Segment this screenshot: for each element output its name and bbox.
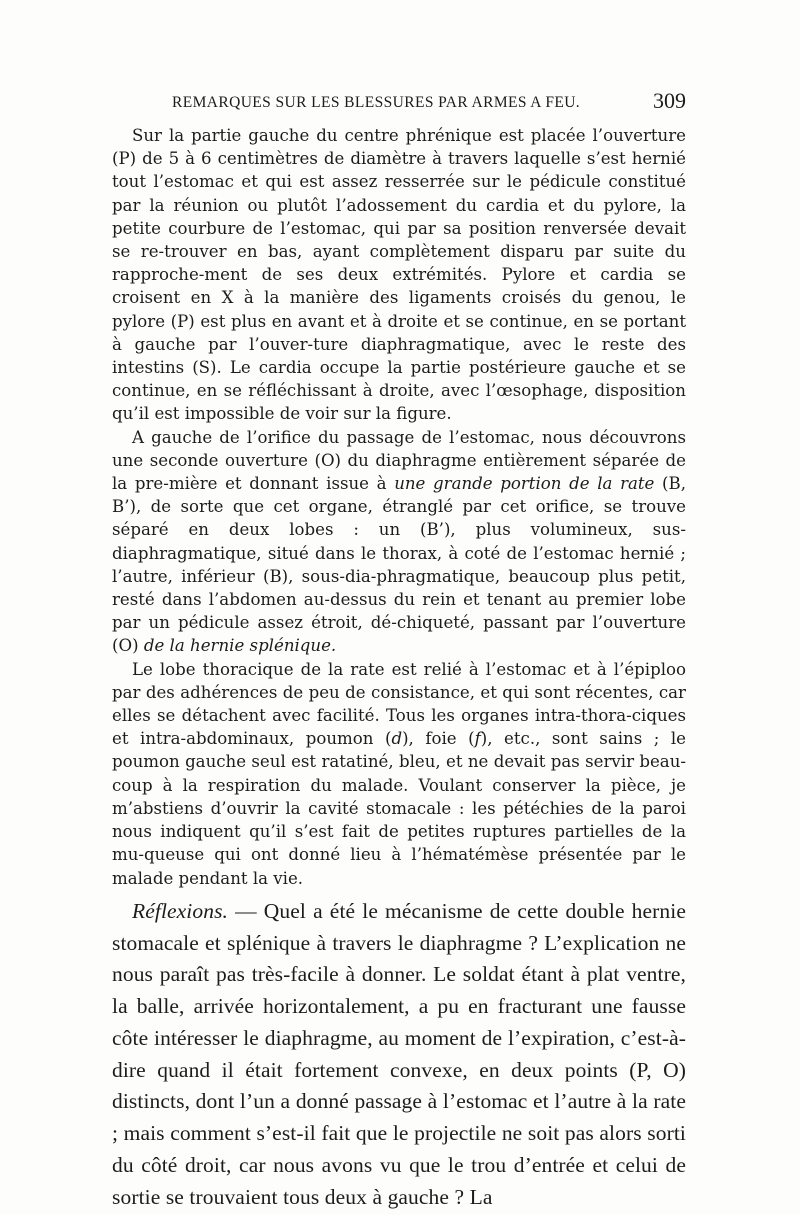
text-segment: ), etc., sont sains ; le poumon gauche seul est ratatiné, bleu, et ne devait pas servir beau-coup à la respiration du malade. Voulant conserver la pièce, je m’abstiens d’ouvrir la cavité stomacale : les pétéchies de la paroi nous indiquent qu’il s’est fait de petites ruptures partielles de la mu-queuse qui ont donné lieu à l’hématémèse présentée par le malade pendant la vie. <box>112 729 686 888</box>
paragraph-spleen-opening <box>112 426 686 658</box>
text-segment: — Quel a été le mécanisme de cette double hernie stomacale et splénique à travers le diaphragme ? L’explication ne nous paraît pas très-facile à donner. Le soldat étant à plat ventre, la balle, arrivée horizontalement, a pu en fracturant une fausse côte intéresser le diaphragme, au moment de l’expiration, c’est-à-dire quand il était fortement convexe, en deux points (P, O) distincts, dont l’un a donné passage à l’estomac et l’autre à la rate ; mais comment s’est-il fait que le projectile ne soit pas alors sorti du côté droit, car nous avons vu que le trou d’entrée et celui de sortie se trouvaient tous deux à gauche ? La <box>112 898 686 1209</box>
text-segment: A gauche de l’orifice du passage de l’estomac, nous découvrons une seconde ouverture (O) du diaphragme entièrement séparée de la pre-mière et donnant issue à <box>112 427 686 494</box>
body-text <box>112 124 686 1214</box>
text-segment: ), foie ( <box>402 729 475 749</box>
page-number: 309 <box>653 88 686 113</box>
running-title: REMARQUES SUR LES BLESSURES PAR ARMES A FEU. <box>172 94 581 111</box>
italic-text-segment: d <box>391 729 403 749</box>
paragraph-thoracic-lobe <box>112 658 686 890</box>
italic-text-segment: f <box>474 729 481 749</box>
text-segment: Le lobe thoracique de la rate est relié à l’estomac et à l’épiploo par des adhérences de peu de consistance, et qui sont récentes, car elles se détachent avec facilité. Tous les organes intra-thora-ciques et intra-abdominaux, poumon ( <box>112 659 686 749</box>
text-segment: (B, B’), de sorte que cet organe, étranglé par cet orifice, se trouve séparé en deux lobes : un (B’), plus volumineux, sus-diaphragmatique, situé dans le thorax, à coté de l’estomac hernié ; l’autre, inférieur (B), sous-dia-phragmatique, beaucoup plus petit, resté dans l’abdomen au-dessus du rein et tenant au premier lobe par un pédicule assez étroit, dé-chiqueté, passant par l’ouverture (O) <box>112 474 686 656</box>
italic-text-segment: Réflexions. <box>132 898 229 923</box>
italic-text-segment: de la hernie splénique. <box>143 636 337 656</box>
paragraph-reflexions <box>112 896 686 1214</box>
italic-text-segment: une grande portion de la rate <box>394 474 655 494</box>
text-segment: Sur la partie gauche du centre phrénique est placée l’ouverture (P) de 5 à 6 centimètres de diamètre à travers laquelle s’est hernié tout l’estomac et qui est assez resserrée sur le pédicule constitué par la réunion ou plutôt l’adossement du cardia et du pylore, la petite courbure de l’estomac, qui par sa position renversée devait se re-trouver en bas, ayant complètement disparu par suite du rapproche-ment de ses deux extrémités. Pylore et cardia se croisent en X à la manière des ligaments croisés du genou, le pylore (P) est plus en avant et à droite et se continue, en se portant à gauche par l’ouver-ture diaphragmatique, avec le reste des intestins (S). Le cardia occupe la partie postérieure gauche et se continue, en se réfléchissant à droite, avec l’œsophage, disposition qu’il est impossible de voir sur la figure. <box>112 126 686 424</box>
running-head <box>112 88 686 118</box>
paragraph-hernia-opening <box>112 124 686 426</box>
